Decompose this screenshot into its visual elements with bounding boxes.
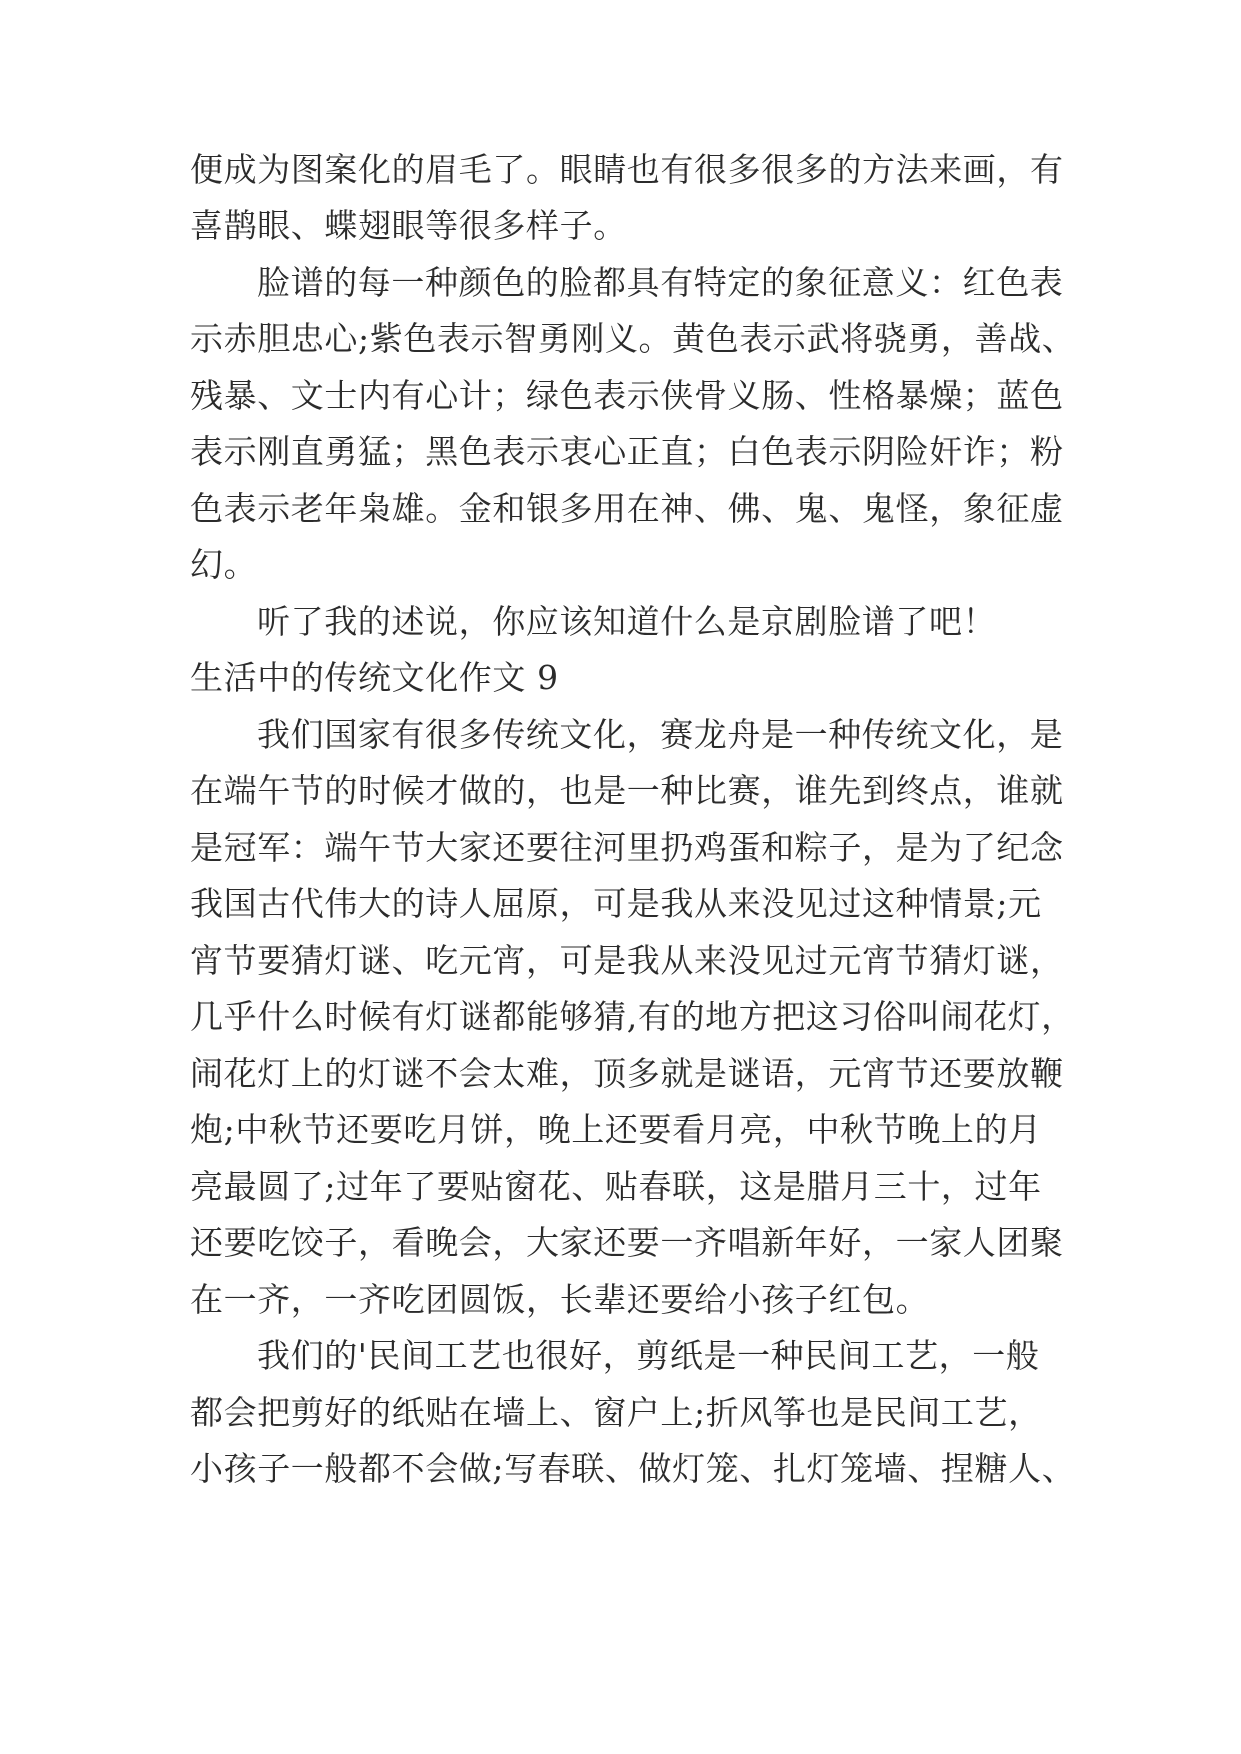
text-line: 小孩子一般都不会做;写春联、做灯笼、扎灯笼墙、捏糖人、 xyxy=(190,1449,1076,1488)
paragraph-start-line: 听了我的述说，你应该知道什么是京剧脸谱了吧！ xyxy=(257,602,997,641)
text-line: 亮最圆了;过年了要贴窗花、贴春联，这是腊月三十，过年 xyxy=(190,1167,1042,1206)
text-line: 残暴、文士内有心计；绿色表示侠骨义肠、性格暴燥；蓝色 xyxy=(190,376,1064,415)
paragraph-start-line: 我们的'民间工艺也很好，剪纸是一种民间工艺，一般 xyxy=(257,1336,1040,1375)
paragraph-start-line: 脸谱的每一种颜色的脸都具有特定的象征意义：红色表 xyxy=(257,263,1064,302)
text-line: 几乎什么时候有灯谜都能够猜,有的地方把这习俗叫闹花灯， xyxy=(190,997,1075,1036)
text-line: 幻。 xyxy=(190,545,258,584)
text-line: 是冠军：端午节大家还要往河里扔鸡蛋和粽子，是为了纪念 xyxy=(190,828,1064,867)
text-line: 我国古代伟大的诗人屈原，可是我从来没见过这种情景;元 xyxy=(190,884,1042,923)
section-heading: 生活中的传统文化作文 9 xyxy=(190,658,559,697)
text-line: 便成为图案化的眉毛了。眼睛也有很多很多的方法来画，有 xyxy=(190,150,1064,189)
text-line: 示赤胆忠心;紫色表示智勇刚义。黄色表示武将骁勇，善战、 xyxy=(190,319,1076,358)
text-line: 炮;中秋节还要吃月饼，晚上还要看月亮，中秋节晚上的月 xyxy=(190,1110,1042,1149)
text-line: 还要吃饺子，看晚会，大家还要一齐唱新年好，一家人团聚 xyxy=(190,1223,1064,1262)
text-line: 喜鹊眼、蝶翅眼等很多样子。 xyxy=(190,206,627,245)
paragraph-start-line: 我们国家有很多传统文化，赛龙舟是一种传统文化，是 xyxy=(257,715,1064,754)
text-line: 色表示老年枭雄。金和银多用在神、佛、鬼、鬼怪，象征虚 xyxy=(190,489,1064,528)
text-line: 宵节要猜灯谜、吃元宵，可是我从来没见过元宵节猜灯谜， xyxy=(190,941,1064,980)
text-line: 在一齐，一齐吃团圆饭，长辈还要给小孩子红包。 xyxy=(190,1280,930,1319)
text-line: 表示刚直勇猛；黑色表示衷心正直；白色表示阴险奸诈；粉 xyxy=(190,432,1064,471)
text-line: 闹花灯上的灯谜不会太难，顶多就是谜语，元宵节还要放鞭 xyxy=(190,1054,1064,1093)
text-line: 在端午节的时候才做的，也是一种比赛，谁先到终点，谁就 xyxy=(190,771,1064,810)
text-line: 都会把剪好的纸贴在墙上、窗户上;折风筝也是民间工艺， xyxy=(190,1393,1042,1432)
